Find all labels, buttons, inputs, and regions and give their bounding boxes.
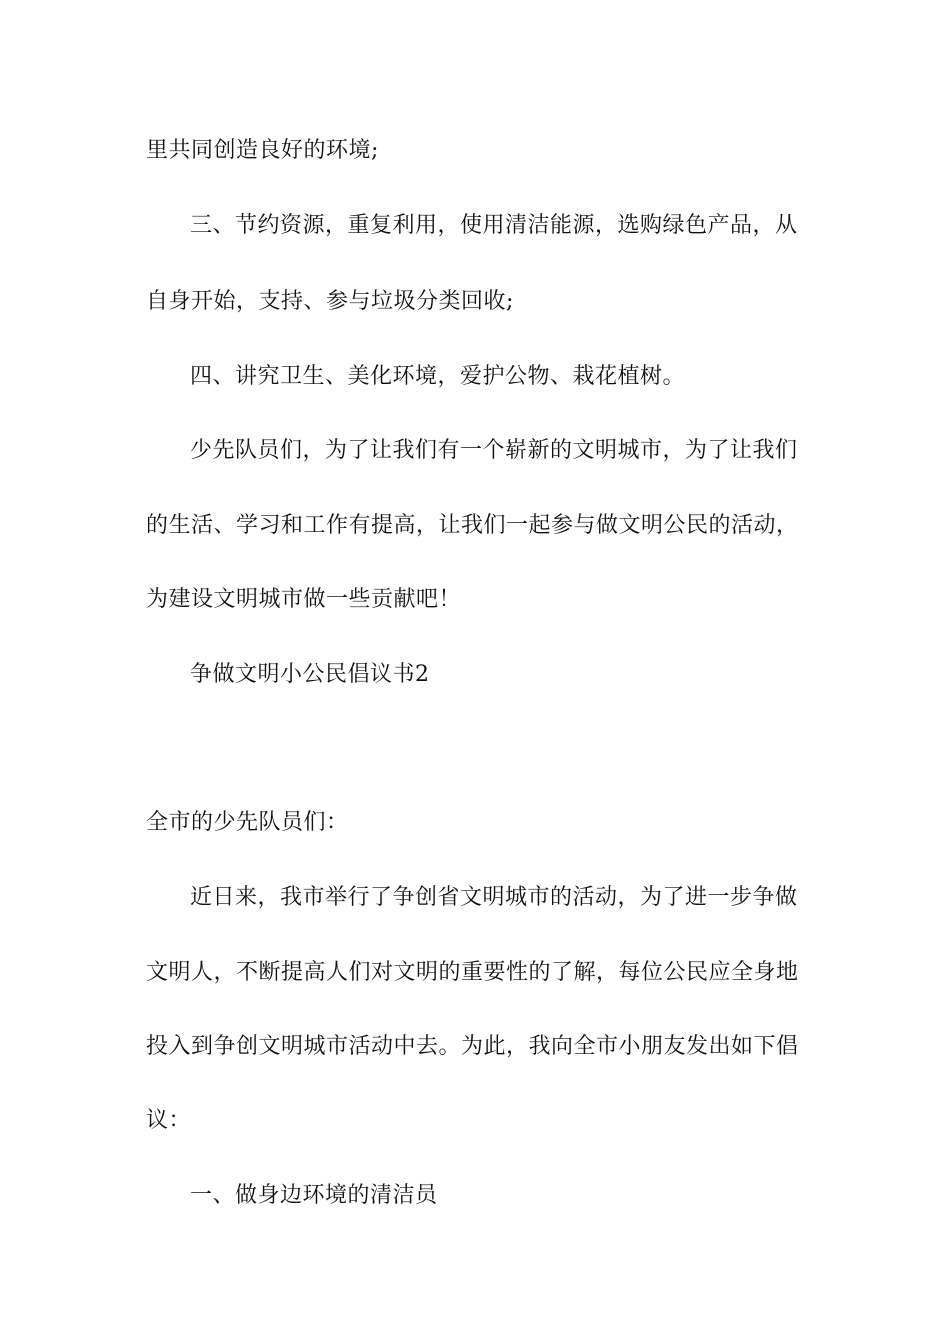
paragraph-line: 里共同创造良好的环境; xyxy=(146,138,379,163)
salutation: 全市的少先队员们： xyxy=(146,810,349,835)
paragraph-line: 的生活、学习和工作有提高，让我们一起参与做文明公民的活动， xyxy=(146,513,799,538)
paragraph-line: 投入到争创文明城市活动中去。为此，我向全市小朋友发出如下倡 xyxy=(146,1034,799,1059)
list-item-four: 四、讲究卫生、美化环境，爱护公物、栽花植树。 xyxy=(190,364,686,389)
paragraph-line: 近日来，我市举行了争创省文明城市的活动，为了进一步争做 xyxy=(190,885,798,910)
paragraph-line: 议： xyxy=(146,1108,192,1133)
list-item-one: 一、做身边环境的清洁员 xyxy=(190,1183,438,1208)
paragraph-line: 自身开始，支持、参与垃圾分类回收; xyxy=(146,289,514,314)
list-item-three: 三、节约资源，重复利用，使用清洁能源，选购绿色产品，从 xyxy=(190,213,798,238)
paragraph-line: 文明人，不断提高人们对文明的重要性的了解，每位公民应全身地 xyxy=(146,960,799,985)
paragraph-line: 为建设文明城市做一些贡献吧！ xyxy=(146,587,462,612)
paragraph-line: 少先队员们，为了让我们有一个崭新的文明城市，为了让我们 xyxy=(190,438,798,463)
section-title: 争做文明小公民倡议书2 xyxy=(190,662,430,687)
